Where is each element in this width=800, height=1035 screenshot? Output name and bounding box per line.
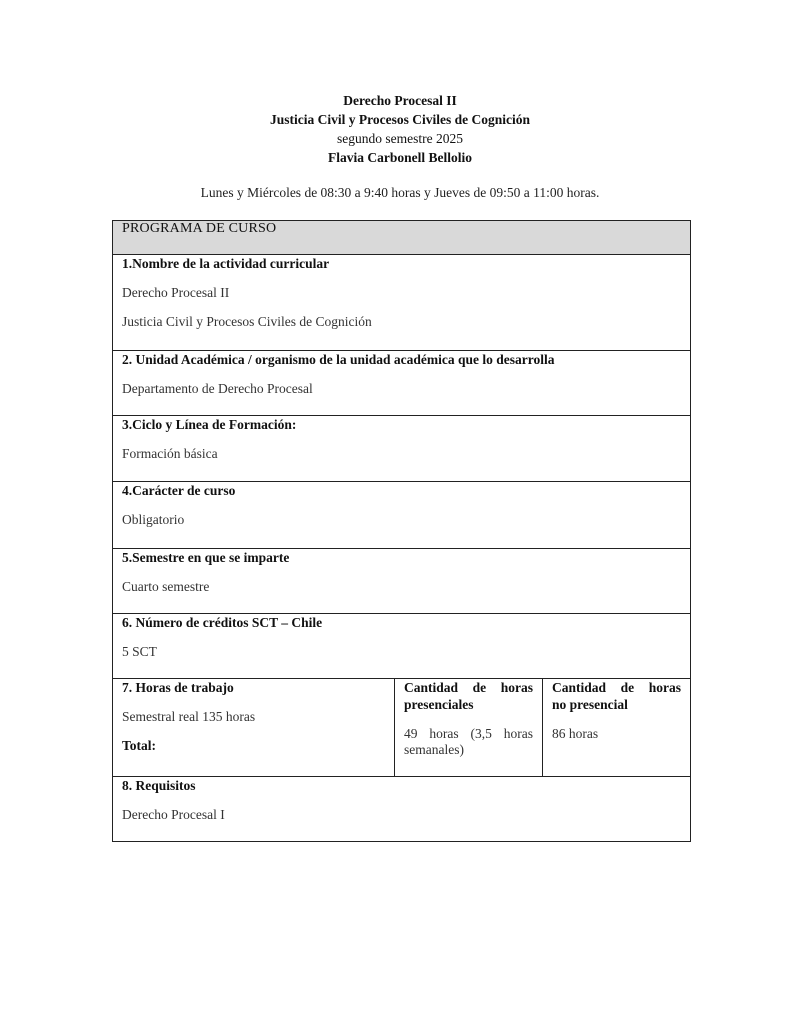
section-heading: 5.Semestre en que se imparte <box>122 550 290 565</box>
program-title: PROGRAMA DE CURSO <box>122 221 277 236</box>
section-value: Derecho Procesal I <box>122 807 225 822</box>
section-heading: 8. Requisitos <box>122 778 196 793</box>
section-value: Formación básica <box>122 446 218 461</box>
section-value: Cuarto semestre <box>122 579 210 594</box>
section-value: Derecho Procesal II <box>122 285 230 300</box>
section-activity-name <box>113 255 691 351</box>
section-value: Justicia Civil y Procesos Civiles de Cognición <box>122 314 372 329</box>
no-presencial-heading-cont: no presencial <box>552 697 628 712</box>
total-label: Total: <box>122 738 157 753</box>
program-title-row <box>113 221 691 255</box>
section-value: Departamento de Derecho Procesal <box>122 381 313 396</box>
section-heading: 6. Número de créditos SCT – Chile <box>122 615 323 630</box>
class-schedule: Lunes y Miércoles de 08:30 a 9:40 horas y Jueves de 09:50 a 11:00 horas. <box>200 185 600 200</box>
section-heading: 2. Unidad Académica / organismo de la unidad académica que lo desarrolla <box>122 352 555 367</box>
presencial-heading: Cantidad de horas <box>404 680 533 695</box>
section-value: 5 SCT <box>122 644 157 659</box>
no-presencial-hours: 86 horas <box>552 726 599 741</box>
section-value: Obligatorio <box>122 512 185 527</box>
program-table <box>112 220 691 842</box>
section-cycle <box>113 416 691 482</box>
section-work-hours <box>113 679 691 777</box>
section-heading: 7. Horas de trabajo <box>122 680 234 695</box>
professor-name: Flavia Carbonell Bellolio <box>328 150 472 165</box>
section-heading: 1.Nombre de la actividad curricular <box>122 256 330 271</box>
course-semester: segundo semestre 2025 <box>337 131 463 146</box>
section-character <box>113 482 691 549</box>
section-value: Semestral real 135 horas <box>122 709 256 724</box>
section-credits <box>113 614 691 679</box>
section-requirements <box>113 777 691 842</box>
presencial-hours: 49 horas (3,5 horas <box>404 726 533 741</box>
course-name: Derecho Procesal II <box>343 93 457 108</box>
section-semester <box>113 549 691 614</box>
section-academic-unit <box>113 351 691 416</box>
section-heading: 3.Ciclo y Línea de Formación: <box>122 417 297 432</box>
presencial-hours-cont: semanales) <box>404 742 464 757</box>
no-presencial-heading: Cantidad de horas <box>552 680 682 695</box>
presencial-heading-cont: presenciales <box>404 697 474 712</box>
section-heading: 4.Carácter de curso <box>122 483 236 498</box>
course-subtitle: Justicia Civil y Procesos Civiles de Cognición <box>270 112 530 127</box>
course-header <box>0 91 800 167</box>
